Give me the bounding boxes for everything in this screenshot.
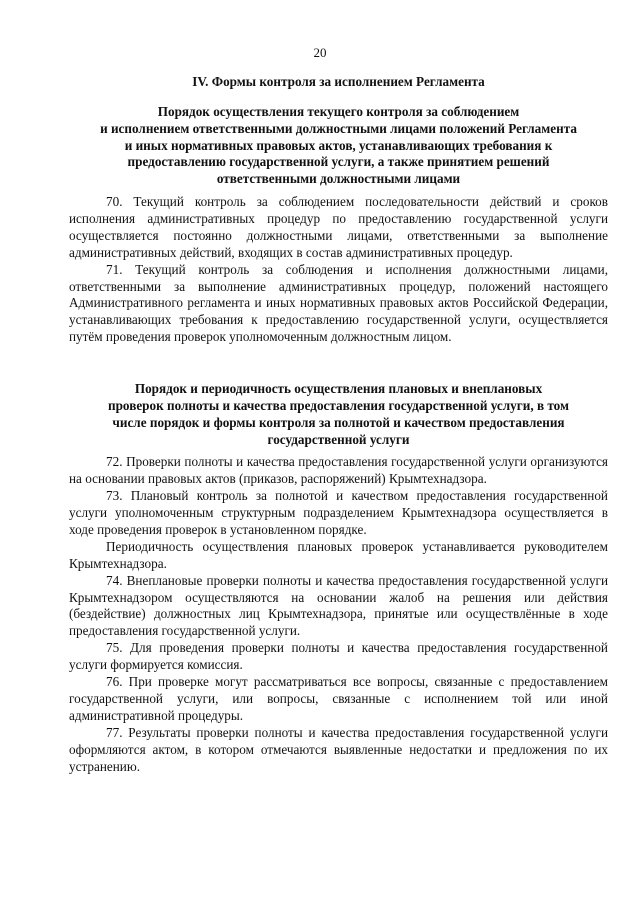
heading-line: и исполнением ответственными должностными лицами положений Регламента [100, 120, 577, 136]
paragraph-72: 72. Проверки полноты и качества предоставления государственной услуги организуются на основании правовых актов (приказов, распоряжений) Крымтехнадзора. [69, 454, 608, 487]
heading-line: числе порядок и формы контроля за полнотой и качеством предоставления [112, 414, 565, 430]
paragraph-74: 74. Внеплановые проверки полноты и качества предоставления государственной услуги Крымтехнадзором осуществляются на основании жалоб на решения или действия (бездействие) должностных лиц Крымтехнадзора, принятые или осуществлённые в ходе предоставления государственной услуги. [69, 572, 608, 639]
paragraph-70: 70. Текущий контроль за соблюдением последовательности действий и сроков исполнения административных процедур по предоставлению государственной услуги осуществляется постоянно должностными лицами, ответственными за выполнение административных действий, входящих в состав административных процедур. [69, 193, 608, 260]
paragraph-periodicity: Периодичность осуществления плановых проверок устанавливается руководителем Крымтехнадзора. [69, 538, 608, 571]
heading-line: предоставлению государственной услуги, а также принятием решений [127, 154, 550, 170]
section-gap [69, 346, 608, 381]
subsection-heading-inspections [69, 381, 608, 448]
paragraph-77: 77. Результаты проверки полноты и качества предоставления государственной услуги оформляются актом, в котором отмечаются выявленные недостатки и предложения по их устранению. [69, 724, 608, 774]
paragraph-73: 73. Плановый контроль за полнотой и качеством предоставления государственной услуги уполномоченным структурным подразделением Крымтехнадзора осуществляется в ходе проведения проверок в установленном порядке. [69, 488, 608, 537]
heading-line: государственной услуги [267, 431, 410, 447]
paragraph-76: 76. При проверке могут рассматриваться все вопросы, связанные с предоставлением государственной услуги, или вопросы, связанные с исполнением той или иной административной процедуры. [69, 674, 608, 723]
heading-line: Порядок и периодичность осуществления плановых и внеплановых [134, 381, 543, 397]
paragraph-75: 75. Для проведения проверки полноты и качества предоставления государственной услуги формируется комиссия. [69, 640, 608, 673]
heading-line: ответственными должностными лицами [216, 171, 461, 187]
subsection-heading-current-control [69, 104, 608, 188]
paragraph-71: 71. Текущий контроль за соблюдения и исполнения должностными лицами, ответственными за выполнение административных процедур, положений настоящего Административного регламента и иных нормативных правовых актов Российской Федерации, устанавливающих требования к предоставлению государственной услуги, осуществляется путём проведения проверок уполномоченным должностным лицом. [69, 261, 608, 345]
page-content [69, 67, 608, 776]
heading-line: проверок полноты и качества предоставления государственной услуги, в том [108, 397, 569, 413]
heading-line: и иных нормативных правовых актов, устанавливающих требования к [124, 137, 553, 153]
heading-line: Порядок осуществления текущего контроля за соблюдением [157, 104, 520, 119]
page-number: 20 [313, 45, 327, 60]
section-title: IV. Формы контроля за исполнением Регламента [192, 74, 485, 89]
